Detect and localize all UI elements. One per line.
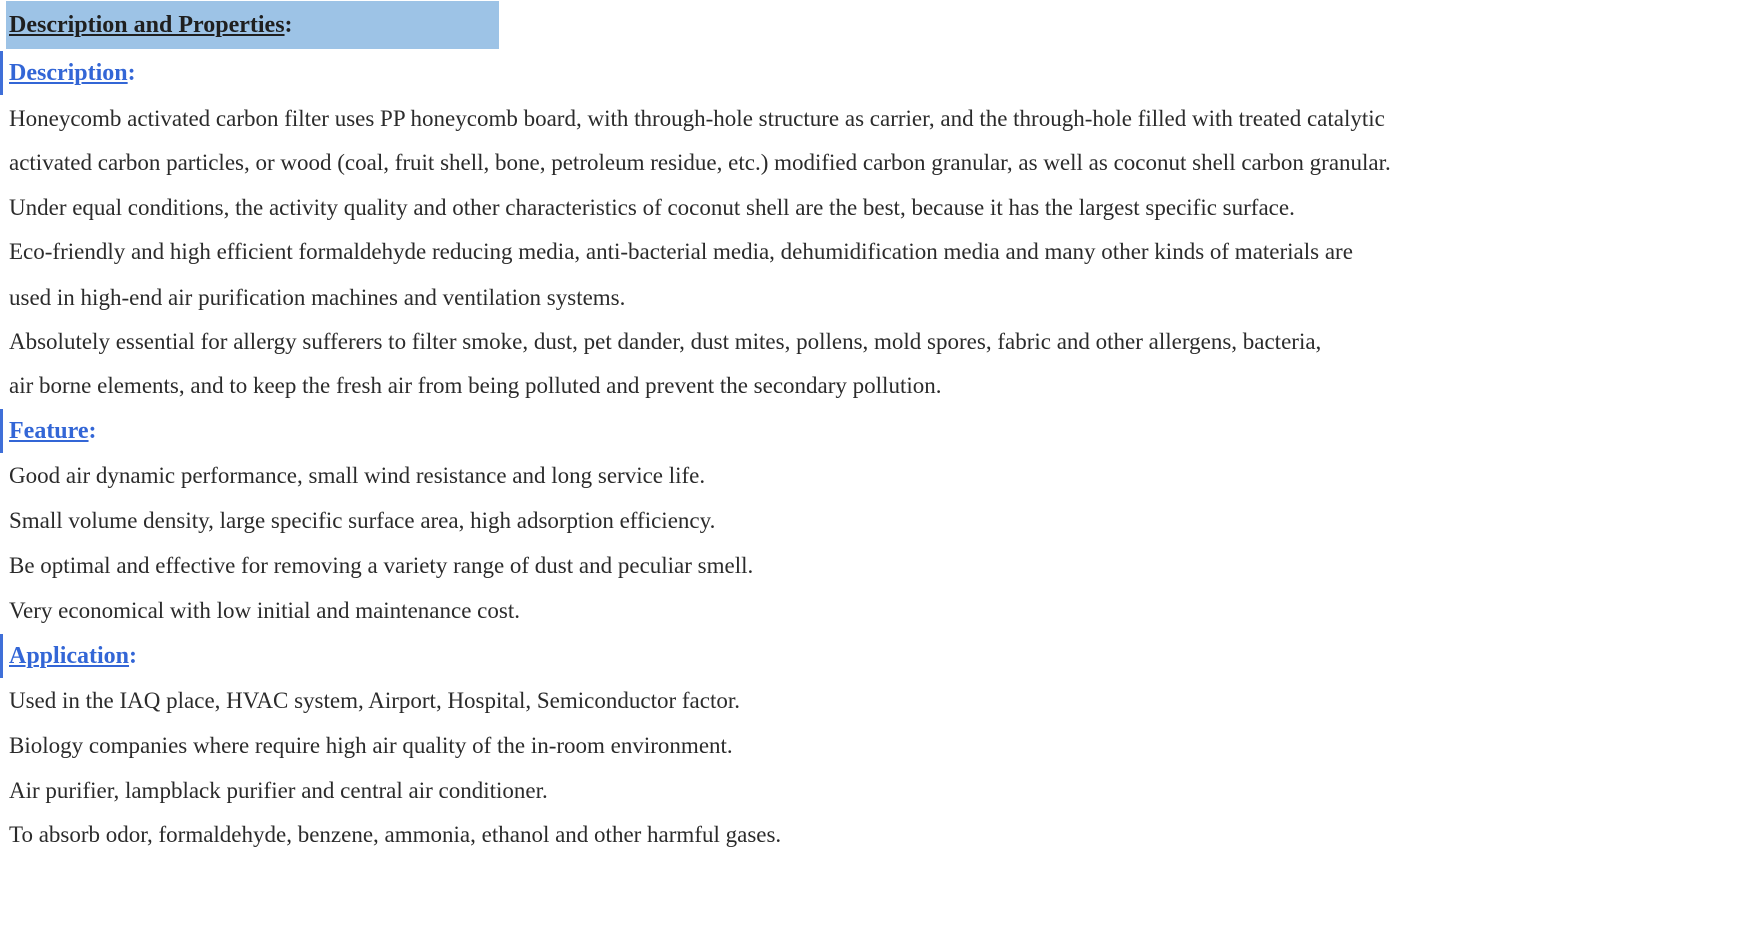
page-title-colon: : — [284, 12, 293, 38]
section-heading-application — [0, 634, 137, 678]
page-title — [6, 1, 499, 49]
section-heading-description — [0, 51, 136, 95]
feature-line: Small volume density, large specific surface area, high adsorption efficiency. — [9, 508, 716, 533]
application-line: Used in the IAQ place, HVAC system, Airport, Hospital, Semiconductor factor. — [9, 688, 740, 713]
description-line: Under equal conditions, the activity quality and other characteristics of coconut shell are the best, because it has the largest specific surface. — [9, 195, 1295, 220]
application-line: Biology companies where require high air quality of the in-room environment. — [9, 733, 733, 758]
section-heading-feature-text: Feature — [9, 418, 89, 444]
section-heading-application-text: Application — [9, 643, 130, 669]
application-line: Air purifier, lampblack purifier and central air conditioner. — [9, 778, 548, 803]
section-heading-colon: : — [129, 643, 138, 669]
application-line: To absorb odor, formaldehyde, benzene, ammonia, ethanol and other harmful gases. — [9, 822, 782, 847]
description-line: Eco-friendly and high efficient formaldehyde reducing media, anti-bacterial media, dehumidification media and many other kinds of materials are — [9, 239, 1353, 264]
description-line: used in high-end air purification machines and ventilation systems. — [9, 285, 626, 310]
description-line: Absolutely essential for allergy sufferers to filter smoke, dust, pet dander, dust mites, pollens, mold spores, fabric and other allergens, bacteria, — [9, 329, 1322, 354]
feature-line: Be optimal and effective for removing a variety range of dust and peculiar smell. — [9, 553, 754, 578]
section-heading-colon: : — [127, 60, 136, 86]
feature-line: Very economical with low initial and maintenance cost. — [9, 598, 520, 623]
description-line: air borne elements, and to keep the fresh air from being polluted and prevent the secondary pollution. — [9, 373, 942, 398]
section-heading-feature — [0, 409, 97, 453]
description-line: activated carbon particles, or wood (coal, fruit shell, bone, petroleum residue, etc.) modified carbon granular, as well as coconut shell carbon granular. — [9, 150, 1391, 175]
section-heading-colon: : — [88, 418, 97, 444]
description-line: Honeycomb activated carbon filter uses PP honeycomb board, with through-hole structure as carrier, and the through-hole filled with treated catalytic — [9, 106, 1385, 131]
feature-line: Good air dynamic performance, small wind resistance and long service life. — [9, 463, 706, 488]
section-heading-description-text: Description — [9, 60, 128, 86]
page-title-text: Description and Properties — [9, 12, 285, 38]
